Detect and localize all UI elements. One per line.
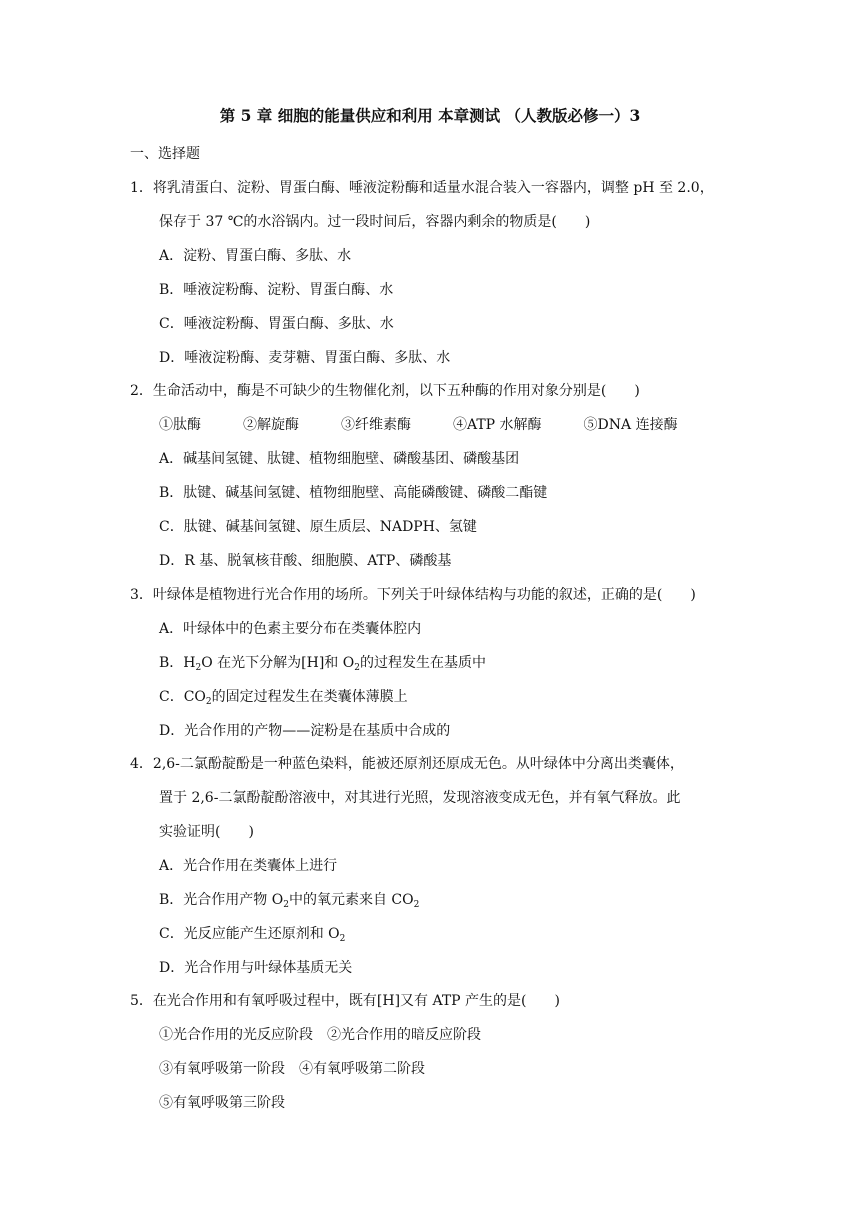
question-3-option-a: A．叶绿体中的色素主要分布在类囊体腔内 <box>159 621 422 637</box>
question-2-option-b: B．肽键、碱基间氢键、植物细胞壁、高能磷酸键、磷酸二酯键 <box>159 485 548 501</box>
question-4-option-d: D．光合作用与叶绿体基质无关 <box>159 960 353 976</box>
option-text: B．光合作用产物 O <box>159 892 284 908</box>
question-3-option-c <box>159 687 408 707</box>
question-2-option-c: C．肽键、碱基间氢键、原生质层、NADPH、氢键 <box>159 519 477 535</box>
question-1-stem-line-2: 保存于 37 ℃的水浴锅内。过一段时间后，容器内剩余的物质是( ) <box>159 214 591 230</box>
option-text: B．H <box>159 655 196 671</box>
option-text: 中的氧元素来自 CO <box>288 892 414 908</box>
question-4-stem-line-1: 4．2,6-二氯酚靛酚是一种蓝色染料，能被还原剂还原成无色。从叶绿体中分离出类囊体， <box>130 756 684 772</box>
question-2-option-d: D．R 基、脱氧核苷酸、细胞膜、ATP、磷酸基 <box>159 553 452 569</box>
question-4-stem-line-2: 置于 2,6-二氯酚靛酚溶液中，对其进行光照，发现溶液变成无色，并有氧气释放。此 <box>159 790 681 806</box>
option-text: C．CO <box>159 689 206 705</box>
option-text: O 在光下分解为[H]和 O <box>201 655 355 671</box>
question-1-stem-line-1: 1．将乳清蛋白、淀粉、胃蛋白酶、唾液淀粉酶和适量水混合装入一容器内，调整 pH 至 2.0， <box>130 180 714 196</box>
question-5-item-line-3: ⑤有氧呼吸第三阶段 <box>159 1095 285 1111</box>
subscript: 2 <box>195 663 202 673</box>
question-2-stem: 2．生命活动中，酶是不可缺少的生物催化剂，以下五种酶的作用对象分别是( ) <box>130 383 640 399</box>
question-4-option-c <box>159 924 345 944</box>
question-1-option-b: B．唾液淀粉酶、淀粉、胃蛋白酶、水 <box>159 282 394 298</box>
question-1-option-a: A．淀粉、胃蛋白酶、多肽、水 <box>159 248 352 264</box>
subscript: 2 <box>354 663 360 673</box>
document-title: 第 5 章 细胞的能量供应和利用 本章测试 （人教版必修一）3 <box>219 106 641 125</box>
subscript: 2 <box>205 697 212 707</box>
option-text: C．光反应能产生还原剂和 O <box>159 926 340 942</box>
subscript: 2 <box>283 900 289 910</box>
option-text: 的固定过程发生在类囊体薄膜上 <box>211 689 408 705</box>
question-3-option-d: D．光合作用的产物——淀粉是在基质中合成的 <box>159 723 451 739</box>
question-2-option-a: A．碱基间氢键、肽键、植物细胞壁、磷酸基团、磷酸基团 <box>159 451 520 467</box>
subscript: 2 <box>413 900 420 910</box>
question-1-option-d: D．唾液淀粉酶、麦芽糖、胃蛋白酶、多肽、水 <box>159 350 451 366</box>
question-1-option-c: C．唾液淀粉酶、胃蛋白酶、多肽、水 <box>159 316 394 332</box>
question-4-stem-line-3: 实验证明( ) <box>159 824 254 840</box>
subscript: 2 <box>339 934 346 944</box>
option-text: 的过程发生在基质中 <box>359 655 486 671</box>
section-heading: 一、选择题 <box>130 146 200 162</box>
question-3-stem: 3．叶绿体是植物进行光合作用的场所。下列关于叶绿体结构与功能的叙述，正确的是( ) <box>130 587 696 603</box>
question-4-option-b <box>159 890 419 910</box>
question-5-item-line-1: ①光合作用的光反应阶段 ②光合作用的暗反应阶段 <box>159 1027 481 1043</box>
question-2-enzyme-list: ①肽酶 ②解旋酶 ③纤维素酶 ④ATP 水解酶 ⑤DNA 连接酶 <box>159 417 678 433</box>
question-5-stem: 5．在光合作用和有氧呼吸过程中，既有[H]又有 ATP 产生的是( ) <box>130 993 560 1009</box>
question-3-option-b <box>159 653 486 673</box>
question-4-option-a: A．光合作用在类囊体上进行 <box>159 858 338 874</box>
question-5-item-line-2: ③有氧呼吸第一阶段 ④有氧呼吸第二阶段 <box>159 1061 425 1077</box>
